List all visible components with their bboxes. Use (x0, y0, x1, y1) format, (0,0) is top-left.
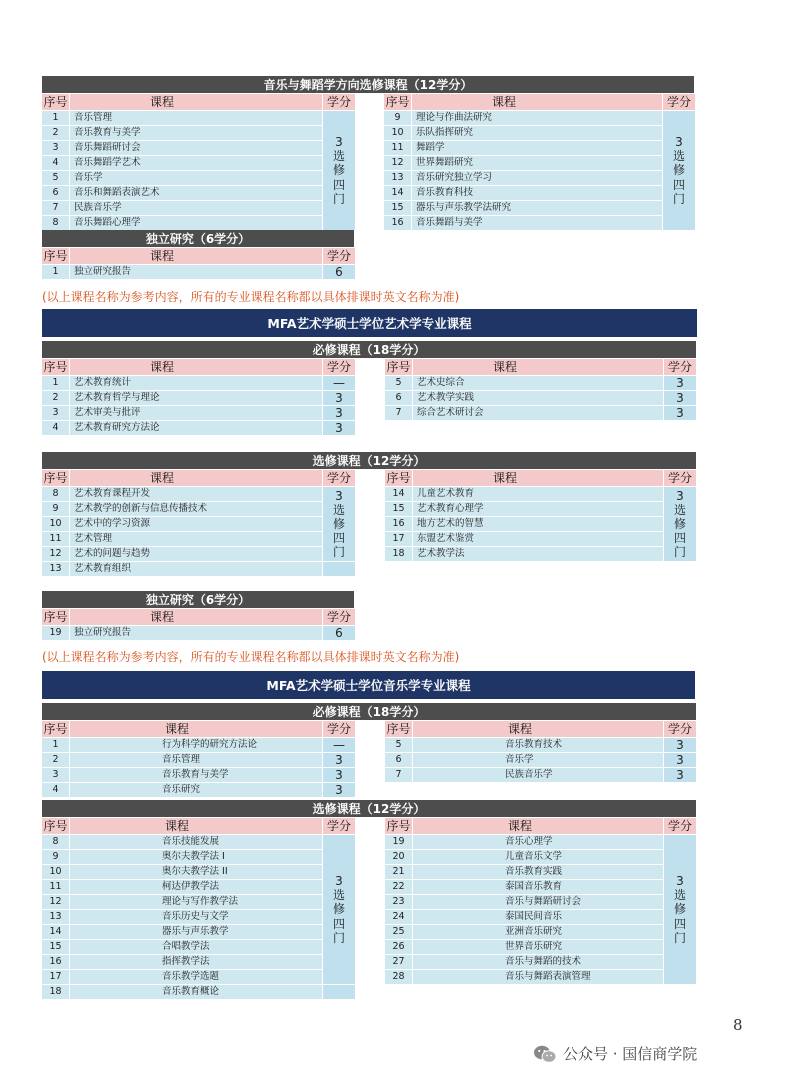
course-name: 艺术教育心理学 (413, 502, 663, 516)
course-number: 1 (42, 111, 69, 125)
course-number: 18 (42, 985, 69, 999)
course-number: 15 (42, 940, 69, 954)
section3-required-left-table (41, 720, 356, 798)
course-number: 17 (42, 970, 69, 984)
table-row (42, 985, 355, 999)
course-number: 7 (42, 201, 69, 215)
course-name: 艺术教育哲学与理论 (70, 391, 322, 405)
course-credit: 3 (664, 376, 696, 390)
header-credit: 学分 (323, 248, 355, 264)
course-credit: 3 (323, 391, 355, 405)
course-name: 音乐学 (70, 171, 322, 185)
course-name: 音乐历史与文学 (70, 910, 322, 924)
table-row (42, 738, 355, 752)
table-row (42, 186, 355, 200)
course-name: 音乐技能发展 (70, 835, 322, 849)
table-row (42, 940, 355, 954)
course-number: 9 (42, 502, 69, 516)
table-row (385, 391, 696, 405)
section1-independent-table (41, 247, 356, 280)
section2-required-left-table (41, 358, 356, 436)
course-credit: — (323, 738, 355, 752)
course-name: 音乐与舞蹈研讨会 (413, 895, 663, 909)
course-number: 6 (385, 391, 412, 405)
course-credit: 3 (323, 406, 355, 420)
header-credit: 学分 (323, 721, 355, 737)
course-number: 13 (384, 171, 411, 185)
section1-elective-title: 音乐与舞蹈学方向选修课程（12学分） (42, 76, 694, 93)
course-number: 21 (385, 865, 412, 879)
table-row (384, 186, 695, 200)
course-name: 舞蹈学 (412, 141, 662, 155)
table-row (42, 111, 355, 125)
course-name: 音乐教育概论 (70, 985, 322, 999)
course-number: 17 (385, 532, 412, 546)
header-no: 序号 (385, 95, 410, 109)
course-name: 艺术管理 (70, 532, 322, 546)
header-credit: 学分 (663, 94, 695, 110)
elective-credit-note: 3 选 修 四 门 (323, 835, 355, 984)
course-number: 10 (42, 865, 69, 879)
table-row (42, 265, 355, 279)
header-course: 课程 (70, 359, 322, 375)
course-number: 2 (42, 126, 69, 140)
course-name: 音乐舞蹈研讨会 (70, 141, 322, 155)
section2-elective-left-table (41, 469, 356, 577)
section3-elective-title: 选修课程（12学分） (42, 800, 696, 817)
header-credit: 学分 (664, 721, 696, 737)
header-credit: 学分 (323, 359, 355, 375)
section3-elective-left-table (41, 817, 356, 1000)
table-row (42, 547, 355, 561)
course-name: 奥尔夫教学法 II (70, 865, 322, 879)
elective-credit-note: 3 选 修 四 门 (664, 487, 696, 561)
header-course: 课程 (70, 248, 322, 264)
table-row (384, 126, 695, 140)
table-row (385, 835, 696, 849)
course-number: 11 (384, 141, 411, 155)
section2-elective-right-table (384, 469, 697, 562)
table-row (42, 216, 355, 230)
course-credit: 3 (323, 421, 355, 435)
table-row (385, 970, 696, 984)
course-number: 8 (42, 487, 69, 501)
course-number: 14 (42, 925, 69, 939)
course-number: 15 (385, 502, 412, 516)
course-credit: 3 (664, 391, 696, 405)
course-name: 音乐舞蹈心理学 (70, 216, 322, 230)
course-name: 音乐舞蹈与美学 (412, 216, 662, 230)
header-no: 序号 (43, 610, 68, 624)
table-row (42, 156, 355, 170)
course-number: 16 (384, 216, 411, 230)
table-row (42, 562, 355, 576)
course-number: 13 (42, 910, 69, 924)
header-credit: 学分 (664, 359, 696, 375)
header-course: 课程 (70, 609, 322, 625)
table-row (385, 547, 696, 561)
section2-note: (以上课程名称为参考内容，所有的专业课程名称都以具体排课时英文名称为准) (42, 650, 460, 664)
header-credit: 学分 (323, 609, 355, 625)
course-name: 东盟艺术鉴赏 (413, 532, 663, 546)
course-credit: 3 (323, 753, 355, 767)
table-row (42, 955, 355, 969)
course-credit: 3 (664, 753, 696, 767)
table-row (384, 216, 695, 230)
course-name: 音乐教育科技 (412, 186, 662, 200)
section1-elective-right-table (383, 93, 696, 231)
course-name: 世界舞蹈研究 (412, 156, 662, 170)
header-no: 序号 (386, 471, 411, 485)
course-credit: 3 (664, 406, 696, 420)
header-course: 课程 (413, 721, 663, 737)
wechat-icon (533, 1044, 557, 1064)
course-number: 27 (385, 955, 412, 969)
course-name: 指挥教学法 (70, 955, 322, 969)
course-number: 8 (42, 835, 69, 849)
course-credit: 6 (323, 626, 355, 640)
table-row (42, 126, 355, 140)
section1-elective-left-table (41, 93, 356, 231)
section3-banner: MFA艺术学硕士学位音乐学专业课程 (42, 671, 695, 699)
course-number: 11 (42, 880, 69, 894)
page-number: 8 (733, 1016, 743, 1034)
course-name: 艺术教学实践 (413, 391, 663, 405)
section2-banner: MFA艺术学硕士学位艺术学专业课程 (42, 309, 697, 337)
header-course: 课程 (70, 94, 322, 110)
header-credit: 学分 (664, 470, 696, 486)
section2-required-right-table (384, 358, 697, 421)
course-number: 1 (42, 265, 69, 279)
course-credit: 3 (323, 783, 355, 797)
course-credit: 6 (323, 265, 355, 279)
header-course: 课程 (413, 470, 663, 486)
section2-required-title: 必修课程（18学分） (42, 341, 696, 358)
table-row (385, 487, 696, 501)
header-credit: 学分 (323, 818, 355, 834)
elective-credit-note: 3 选 修 四 门 (323, 487, 355, 561)
course-number: 8 (42, 216, 69, 230)
table-row (42, 517, 355, 531)
course-number: 12 (384, 156, 411, 170)
course-number: 18 (385, 547, 412, 561)
course-number: 7 (385, 406, 412, 420)
table-row (385, 502, 696, 516)
section1-independent-title: 独立研究（6学分） (42, 230, 354, 247)
course-number: 24 (385, 910, 412, 924)
course-number: 5 (385, 376, 412, 390)
course-number: 28 (385, 970, 412, 984)
course-name: 奥尔夫教学法 I (70, 850, 322, 864)
table-row (42, 421, 355, 435)
course-number: 10 (42, 517, 69, 531)
header-no: 序号 (386, 360, 411, 374)
course-name: 民族音乐学 (413, 768, 663, 782)
course-name: 亚洲音乐研究 (413, 925, 663, 939)
header-course: 课程 (70, 470, 322, 486)
table-row (385, 925, 696, 939)
table-row (42, 487, 355, 501)
course-number: 13 (42, 562, 69, 576)
course-number: 12 (42, 895, 69, 909)
table-row (385, 940, 696, 954)
course-number: 5 (42, 171, 69, 185)
course-number: 4 (42, 421, 69, 435)
table-row (42, 768, 355, 782)
course-name: 合唱教学法 (70, 940, 322, 954)
table-row (42, 502, 355, 516)
course-name: 器乐与声乐教学 (70, 925, 322, 939)
header-course: 课程 (412, 94, 662, 110)
course-number: 14 (384, 186, 411, 200)
course-name: 器乐与声乐教学法研究 (412, 201, 662, 215)
table-row (42, 895, 355, 909)
table-row (385, 880, 696, 894)
course-number: 6 (42, 186, 69, 200)
course-name: 音乐管理 (70, 111, 322, 125)
course-name: 柯达伊教学法 (70, 880, 322, 894)
header-no: 序号 (43, 819, 68, 833)
header-no: 序号 (43, 249, 68, 263)
course-name: 理论与写作教学法 (70, 895, 322, 909)
course-number: 16 (385, 517, 412, 531)
header-no: 序号 (386, 819, 411, 833)
course-number: 5 (385, 738, 412, 752)
course-name: 音乐管理 (70, 753, 322, 767)
course-name: 地方艺术的智慧 (413, 517, 663, 531)
course-name: 音乐教育与美学 (70, 768, 322, 782)
table-row (385, 865, 696, 879)
course-credit: 3 (664, 768, 696, 782)
course-number: 4 (42, 783, 69, 797)
table-row (385, 376, 696, 390)
course-number: 7 (385, 768, 412, 782)
course-name: 儿童音乐文学 (413, 850, 663, 864)
table-row (385, 955, 696, 969)
course-number: 10 (384, 126, 411, 140)
course-number: 20 (385, 850, 412, 864)
table-row (385, 753, 696, 767)
course-number: 19 (42, 626, 69, 640)
course-number: 12 (42, 547, 69, 561)
course-number: 6 (385, 753, 412, 767)
course-name: 音乐舞蹈学艺术 (70, 156, 322, 170)
watermark (533, 1043, 697, 1064)
header-no: 序号 (386, 722, 411, 736)
course-number: 3 (42, 768, 69, 782)
course-name: 艺术中的学习资源 (70, 517, 322, 531)
header-course: 课程 (413, 359, 663, 375)
course-number: 9 (42, 850, 69, 864)
header-course: 课程 (413, 818, 663, 834)
course-credit: — (323, 376, 355, 390)
section3-required-title: 必修课程（18学分） (42, 703, 696, 720)
course-name: 音乐与舞蹈表演管理 (413, 970, 663, 984)
table-row (384, 156, 695, 170)
course-credit: 3 (323, 768, 355, 782)
course-name: 艺术审美与批评 (70, 406, 322, 420)
header-credit: 学分 (323, 470, 355, 486)
elective-credit-note: 3 选 修 四 门 (664, 835, 696, 984)
course-name: 艺术教育组织 (70, 562, 322, 576)
course-name: 独立研究报告 (70, 265, 322, 279)
table-row (42, 753, 355, 767)
course-number: 1 (42, 738, 69, 752)
header-credit: 学分 (323, 94, 355, 110)
table-row (384, 141, 695, 155)
course-number: 1 (42, 376, 69, 390)
table-row (42, 880, 355, 894)
section2-independent-table (41, 608, 356, 641)
table-row (42, 391, 355, 405)
course-name: 儿童艺术教育 (413, 487, 663, 501)
course-name: 音乐心理学 (413, 835, 663, 849)
course-name: 艺术的问题与趋势 (70, 547, 322, 561)
course-number: 19 (385, 835, 412, 849)
header-no: 序号 (43, 471, 68, 485)
table-row (42, 406, 355, 420)
table-row (384, 201, 695, 215)
course-name: 民族音乐学 (70, 201, 322, 215)
table-row (385, 895, 696, 909)
course-name: 音乐教育实践 (413, 865, 663, 879)
table-row (385, 768, 696, 782)
course-name: 音乐研究独立学习 (412, 171, 662, 185)
course-name: 理论与作曲法研究 (412, 111, 662, 125)
course-name: 世界音乐研究 (413, 940, 663, 954)
course-name: 音乐研究 (70, 783, 322, 797)
section2-independent-title: 独立研究（6学分） (42, 591, 354, 608)
table-row (42, 171, 355, 185)
course-name: 艺术教学法 (413, 547, 663, 561)
table-row (42, 141, 355, 155)
header-no: 序号 (43, 722, 68, 736)
course-name: 音乐学 (413, 753, 663, 767)
course-name: 音乐教育与美学 (70, 126, 322, 140)
course-name: 乐队指挥研究 (412, 126, 662, 140)
course-name: 独立研究报告 (70, 626, 322, 640)
table-row (385, 517, 696, 531)
watermark-text: 公众号 · 国信商学院 (563, 1045, 698, 1063)
course-name: 艺术教育研究方法论 (70, 421, 322, 435)
course-name: 音乐教学选题 (70, 970, 322, 984)
header-no: 序号 (43, 360, 68, 374)
course-name: 泰国音乐教育 (413, 880, 663, 894)
header-credit: 学分 (664, 818, 696, 834)
header-course: 课程 (70, 818, 322, 834)
table-row (42, 783, 355, 797)
table-row (385, 406, 696, 420)
course-number: 4 (42, 156, 69, 170)
table-row (42, 925, 355, 939)
course-name: 艺术教学的创新与信息传播技术 (70, 502, 322, 516)
course-number: 22 (385, 880, 412, 894)
course-name: 艺术史综合 (413, 376, 663, 390)
table-row (42, 532, 355, 546)
course-name: 艺术教育统计 (70, 376, 322, 390)
table-row (42, 865, 355, 879)
course-number: 9 (384, 111, 411, 125)
table-row (42, 835, 355, 849)
course-credit: 3 (664, 738, 696, 752)
table-row (384, 111, 695, 125)
course-name: 行为科学的研究方法论 (70, 738, 322, 752)
table-row (42, 970, 355, 984)
course-name: 综合艺术研讨会 (413, 406, 663, 420)
course-number: 26 (385, 940, 412, 954)
course-number: 25 (385, 925, 412, 939)
table-row (42, 910, 355, 924)
course-number: 15 (384, 201, 411, 215)
course-number: 3 (42, 406, 69, 420)
section3-required-right-table (384, 720, 697, 783)
course-number: 11 (42, 532, 69, 546)
section1-note: (以上课程名称为参考内容，所有的专业课程名称都以具体排课时英文名称为准) (42, 290, 460, 304)
table-row (384, 171, 695, 185)
table-row (42, 201, 355, 215)
course-number: 16 (42, 955, 69, 969)
table-row (42, 850, 355, 864)
course-number: 3 (42, 141, 69, 155)
course-name: 泰国民间音乐 (413, 910, 663, 924)
table-row (385, 850, 696, 864)
table-row (385, 738, 696, 752)
section2-elective-title: 选修课程（12学分） (42, 452, 696, 469)
course-name: 音乐和舞蹈表演艺术 (70, 186, 322, 200)
course-number: 23 (385, 895, 412, 909)
table-row (42, 626, 355, 640)
course-name: 艺术教育课程开发 (70, 487, 322, 501)
course-number: 14 (385, 487, 412, 501)
section3-elective-right-table (384, 817, 697, 985)
elective-credit-note: 3 选 修 四 门 (663, 111, 695, 230)
table-row (385, 532, 696, 546)
course-number: 2 (42, 753, 69, 767)
course-name: 音乐教育技术 (413, 738, 663, 752)
course-name: 音乐与舞蹈的技术 (413, 955, 663, 969)
header-no: 序号 (43, 95, 68, 109)
elective-credit-note: 3 选 修 四 门 (323, 111, 355, 230)
course-number: 2 (42, 391, 69, 405)
table-row (385, 910, 696, 924)
table-row (42, 376, 355, 390)
header-course: 课程 (70, 721, 322, 737)
